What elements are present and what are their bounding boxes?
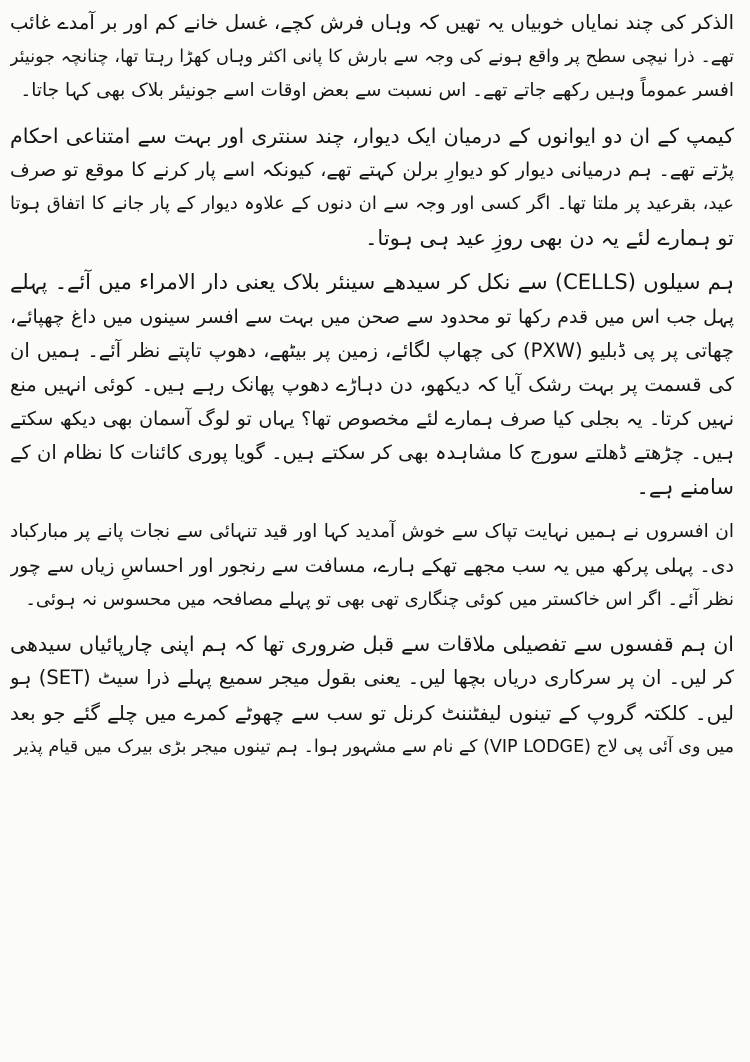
text-line: لیں۔ کلکتہ گروپ کے تینوں لیفٹننٹ کرنل تو سب سے چھوٹے کمرے میں چلے گئے جو بعد: [10, 700, 734, 725]
paragraph-gap: [10, 109, 734, 119]
text-line: افسر عموماً وہیں رکھے جاتے تھے۔ اس نسبت سے بعض اوقات اسے جونیئر بلاک بھی کہا جاتا۔: [20, 80, 734, 102]
text-line: ان افسروں نے ہمیں نہایت تپاک سے خوش آمدید کہا اور قید تنہائی سے نجات پانے پر مبارکباد: [10, 520, 734, 542]
text-line: کر لیں۔ ان پر سرکاری دریاں بچھا لیں۔ یعنی بقول میجر سمیع پہلے ذرا سیٹ (SET) ہو: [10, 666, 734, 690]
text-line: پہل جب اس میں قدم رکھا تو محدود سے صحن میں بہت سے افسر سینوں میں داغ چھپائے،: [10, 305, 734, 328]
text-line: پڑتے تھے۔ ہم درمیانی دیوار کو دیوارِ برلن کہتے تھے، کیونکہ اسے پار کرنے کا موقع تو صرف: [10, 158, 734, 181]
text-line: سامنے ہے۔: [636, 475, 734, 500]
text-line: کیمپ کے ان دو ایوانوں کے درمیان ایک دیوار، چند سنتری اور بہت سے امتناعی احکام: [10, 123, 734, 148]
paragraph: [10, 265, 734, 504]
text-line: عید، بقرعید پر ملتا تھا۔ اگر کسی اور وجہ سے ان دنوں کے علاوہ دیوار کے پار جانے کا اتفاق ہوتا: [10, 192, 734, 214]
paragraph: [10, 119, 734, 256]
text-line: چھاتی پر پی ڈبلیو (PXW) کی چھاپ لگائے، زمین پر بیٹھے، دھوپ تاپتے نظر آئے۔ ہمیں ان: [10, 338, 734, 362]
text-line: دی۔ پہلی پرکھ میں یہ سب مجھے تھکے ہارے، مسافت سے رنجور اور احساسِ زیاں سے چور: [10, 554, 734, 577]
paragraph: [10, 515, 734, 618]
paragraph: [10, 6, 734, 109]
paragraph-gap: [10, 617, 734, 627]
text-line: ہیں۔ چڑھتے ڈھلتے سورج کا مشاہدہ بھی کر سکتے ہیں۔ گویا پوری کائنات کا نظام ان کے: [10, 441, 734, 465]
paragraph: [10, 627, 734, 764]
text-line: تھے۔ ذرا نیچی سطح پر واقع ہونے کی وجہ سے بارش کا پانی اکثر وہاں کھڑا رہتا تھا، چنانچہ جونیئر: [10, 47, 734, 68]
text-line: تو ہمارے لئے یہ دن بھی روزِ عید ہی ہوتا۔: [365, 226, 734, 251]
paragraph-gap: [10, 505, 734, 515]
text-line: نہیں کرتا۔ یہ بجلی کیا صرف ہمارے لئے مخصوص تھا؟ یہاں تو لوگ آسمان بھی دیکھ سکتے: [10, 408, 734, 431]
text-line: ان ہم قفسوں سے تفصیلی ملاقات سے قبل ضروری تھا کہ ہم اپنی چارپائیاں سیدھی: [10, 632, 734, 657]
text-line: میں وی آئی پی لاج (VIP LODGE) کے نام سے مشہور ہوا۔ ہم تینوں میجر بڑی بیرک میں قیام پذیر: [14, 736, 734, 757]
paragraph-gap: [10, 255, 734, 265]
text-line: کی قسمت پر بہت رشک آیا کہ دیکھو، دن دہاڑے دھوپ پھانک رہے ہیں۔ کوئی انہیں منع: [10, 372, 734, 396]
text-line: الذکر کی چند نمایاں خوبیاں یہ تھیں کہ وہاں فرش کچے، غسل خانے کم اور بر آمدے غائب: [10, 11, 734, 34]
urdu-text-body: [10, 6, 734, 764]
text-line: ہم سیلوں (CELLS) سے نکل کر سیدھے سینئر بلاک یعنی دار الامراء میں آئے۔ پہلے: [10, 270, 734, 295]
text-line: نظر آئے۔ اگر اس خاکستر میں کوئی چنگاری تھی بھی تو پہلے مصافحہ میں محسوس نہ ہوئی۔: [25, 589, 734, 610]
